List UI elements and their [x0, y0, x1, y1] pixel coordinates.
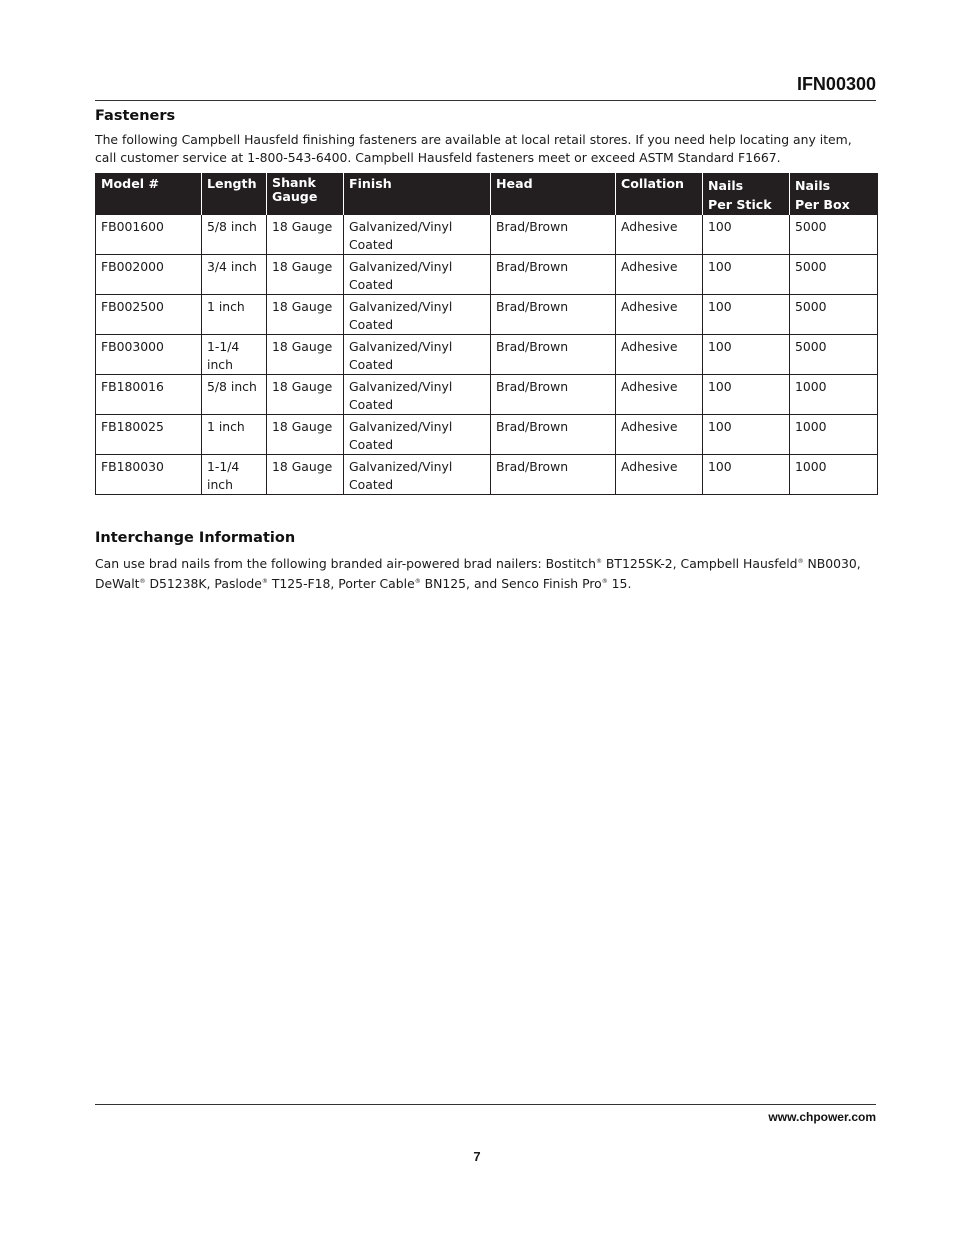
table-cell: Brad/Brown: [491, 335, 616, 375]
table-cell: Brad/Brown: [491, 455, 616, 495]
column-header-line1: Finish: [349, 176, 392, 191]
table-cell: 1000: [790, 415, 878, 455]
interchange-title: Interchange Information: [95, 530, 296, 546]
registered-mark: ®: [139, 577, 146, 585]
interchange-text-part: NB0030, DeWalt: [95, 556, 861, 591]
table-cell: Adhesive: [616, 215, 703, 255]
registered-mark: ®: [261, 577, 268, 585]
table-cell: FB002000: [96, 255, 202, 295]
table-cell: Galvanized/Vinyl Coated: [344, 415, 491, 455]
table-cell: 1000: [790, 375, 878, 415]
column-header: [96, 173, 202, 215]
table-cell: 5/8 inch: [202, 215, 267, 255]
table-cell: Adhesive: [616, 415, 703, 455]
table-cell: 18 Gauge: [267, 375, 344, 415]
table-cell: FB001600: [96, 215, 202, 255]
document-id: IFN00300: [796, 74, 876, 94]
table-cell: 18 Gauge: [267, 455, 344, 495]
table-row: [96, 455, 878, 495]
table-cell: Adhesive: [616, 335, 703, 375]
table-cell: Brad/Brown: [491, 295, 616, 335]
interchange-text-part: 15.: [607, 575, 632, 591]
table-cell: 1 inch: [202, 295, 267, 335]
column-header-line2: Gauge: [272, 189, 318, 204]
table-cell: Galvanized/Vinyl Coated: [344, 215, 491, 255]
table-cell: FB180016: [96, 375, 202, 415]
table-header-row: [96, 173, 878, 215]
table-cell: 5/8 inch: [202, 375, 267, 415]
table-cell: 100: [703, 375, 790, 415]
table-cell: FB180025: [96, 415, 202, 455]
column-header-line1: Collation: [621, 176, 684, 191]
interchange-text-part: BN125, and Senco Finish Pro: [420, 575, 602, 591]
table-cell: 5000: [790, 215, 878, 255]
table-cell: 1-1/4 inch: [202, 335, 267, 375]
table-cell: 1000: [790, 455, 878, 495]
column-header-line1: Nails: [795, 178, 831, 193]
table-cell: 100: [703, 335, 790, 375]
column-header: [202, 173, 267, 215]
table-cell: 100: [703, 295, 790, 335]
column-header: [616, 173, 703, 215]
table-cell: 18 Gauge: [267, 415, 344, 455]
column-header-line1: Nails: [708, 178, 744, 193]
table-cell: Adhesive: [616, 375, 703, 415]
interchange-text: [95, 553, 876, 592]
table-cell: Galvanized/Vinyl Coated: [344, 455, 491, 495]
table-cell: 18 Gauge: [267, 335, 344, 375]
table-cell: FB002500: [96, 295, 202, 335]
column-header-line2: Per Box: [795, 197, 850, 212]
header-divider: [95, 100, 876, 101]
table-cell: 1-1/4 inch: [202, 455, 267, 495]
table-cell: 5000: [790, 295, 878, 335]
column-header-line1: Model #: [101, 176, 159, 191]
table-cell: Adhesive: [616, 295, 703, 335]
column-header-line1: Head: [496, 176, 533, 191]
column-header-line2: Per Stick: [708, 197, 772, 212]
footer-website: www.chpower.com: [768, 1110, 876, 1124]
table-row: [96, 415, 878, 455]
fasteners-title: Fasteners: [95, 108, 176, 124]
table-cell: Brad/Brown: [491, 415, 616, 455]
table-cell: 100: [703, 415, 790, 455]
table-cell: Brad/Brown: [491, 375, 616, 415]
table-cell: Brad/Brown: [491, 255, 616, 295]
fasteners-table: [95, 173, 878, 495]
footer-divider: [95, 1104, 876, 1105]
registered-mark: ®: [595, 558, 602, 565]
page-number: 7: [473, 1149, 481, 1164]
table-row: [96, 255, 878, 295]
interchange-text-part: T125-F18, Porter Cable: [267, 575, 415, 591]
column-header: [703, 173, 790, 215]
column-header: [267, 173, 344, 215]
table-cell: 5000: [790, 255, 878, 295]
column-header-line1: Shank: [272, 175, 316, 190]
registered-mark: ®: [797, 558, 804, 565]
table-cell: 3/4 inch: [202, 255, 267, 295]
table-cell: Galvanized/Vinyl Coated: [344, 335, 491, 375]
table-row: [96, 335, 878, 375]
interchange-text-part: Can use brad nails from the following branded air-powered brad nailers: Bostitch: [95, 556, 596, 571]
table-cell: FB180030: [96, 455, 202, 495]
table-cell: FB003000: [96, 335, 202, 375]
table-cell: 18 Gauge: [267, 255, 344, 295]
table-cell: 100: [703, 255, 790, 295]
table-cell: 18 Gauge: [267, 295, 344, 335]
table-cell: Galvanized/Vinyl Coated: [344, 375, 491, 415]
table-cell: Galvanized/Vinyl Coated: [344, 295, 491, 335]
table-cell: Galvanized/Vinyl Coated: [344, 255, 491, 295]
table-cell: 100: [703, 215, 790, 255]
table-cell: 18 Gauge: [267, 215, 344, 255]
table-cell: 5000: [790, 335, 878, 375]
column-header-line1: Length: [207, 176, 257, 191]
table-cell: Adhesive: [616, 255, 703, 295]
table-cell: Adhesive: [616, 455, 703, 495]
column-header: [344, 173, 491, 215]
registered-mark: ®: [601, 577, 608, 585]
column-header: [491, 173, 616, 215]
registered-mark: ®: [414, 577, 421, 585]
interchange-text-part: BT125SK-2, Campbell Hausfeld: [601, 556, 798, 571]
table-cell: 1 inch: [202, 415, 267, 455]
table-cell: Brad/Brown: [491, 215, 616, 255]
column-header: [790, 173, 878, 215]
table-cell: 100: [703, 455, 790, 495]
table-row: [96, 215, 878, 255]
interchange-text-part: D51238K, Paslode: [145, 575, 262, 591]
table-row: [96, 375, 878, 415]
table-row: [96, 295, 878, 335]
fasteners-intro: The following Campbell Hausfeld finishing fasteners are available at local retail stores. If you need help locating any item, call customer service at 1-800-543-6400. Campbell Hausfeld fasteners meet or exceed ASTM Standard F1667.: [95, 132, 852, 165]
